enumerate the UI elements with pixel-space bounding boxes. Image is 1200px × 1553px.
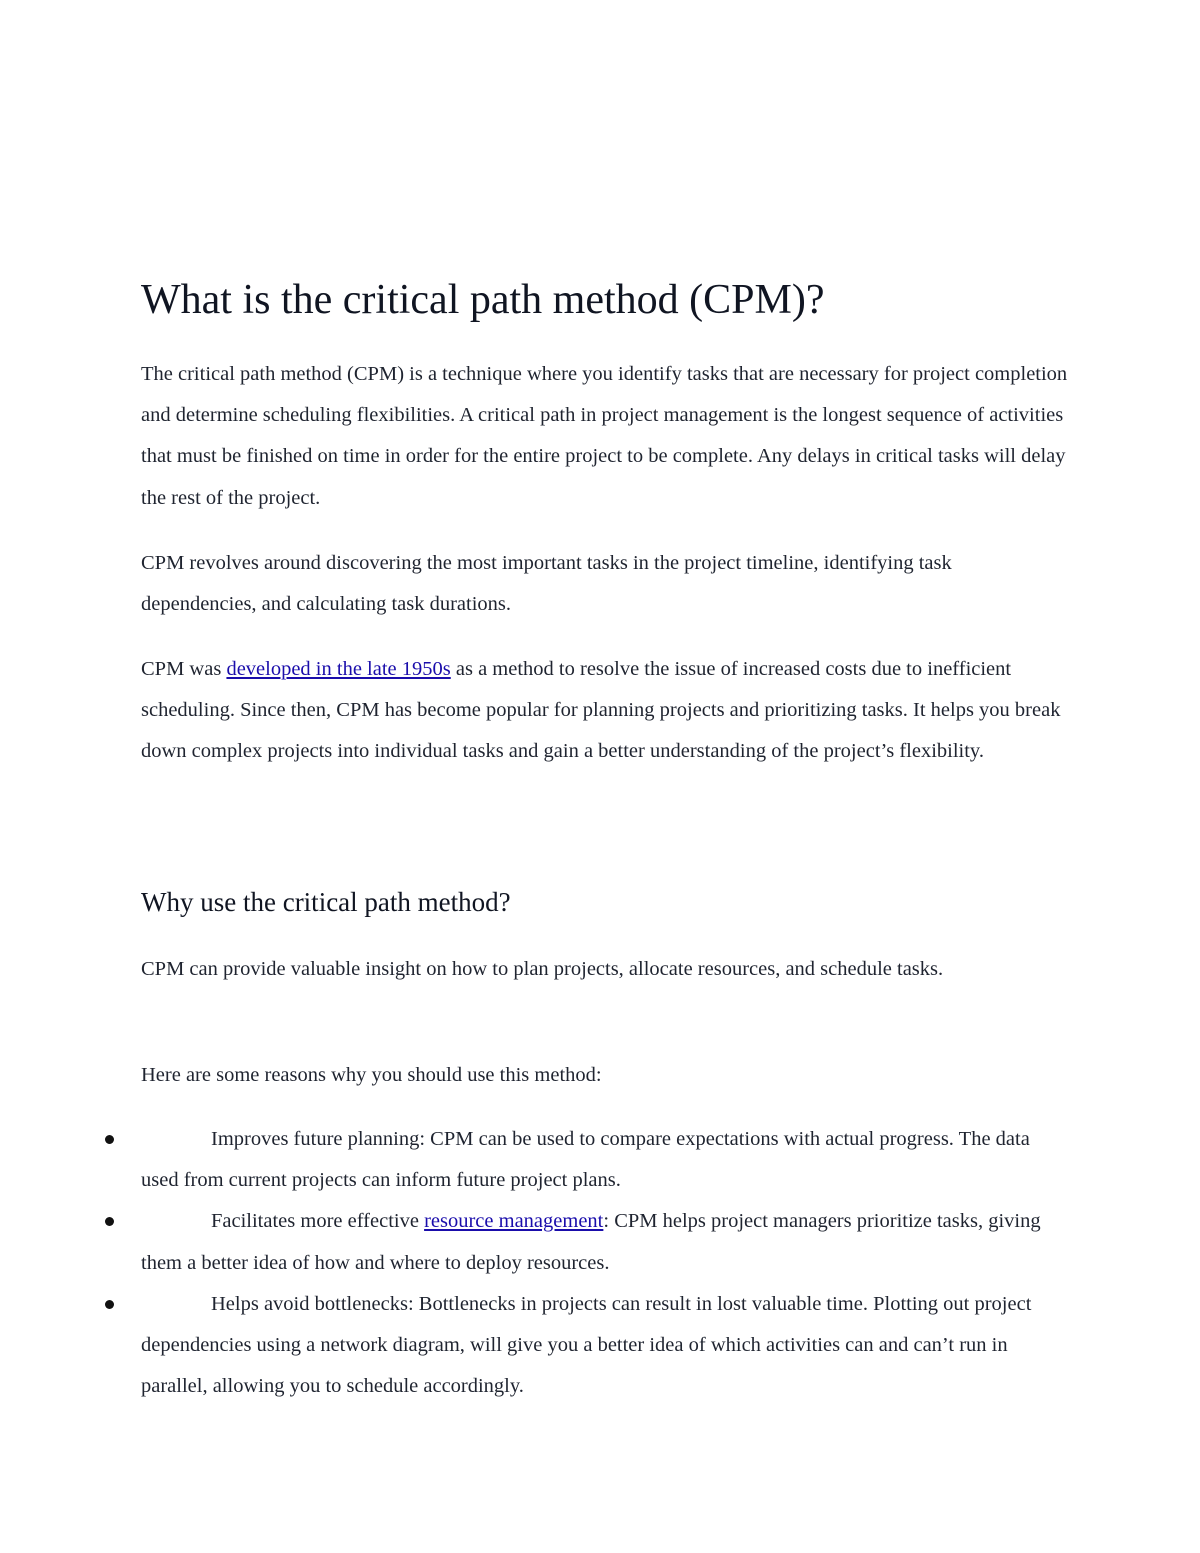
reason-text-after: : CPM helps project managers prioritize tasks, giving them a better idea of how and where to deploy resources. xyxy=(141,1210,1041,1274)
section-heading: Why use the critical path method? xyxy=(141,887,511,917)
reasons-list xyxy=(141,1119,1071,1407)
list-item xyxy=(141,1201,1071,1283)
resource-management-link[interactable]: resource management xyxy=(424,1210,604,1233)
insight-paragraph: CPM can provide valuable insight on how to plan projects, allocate resources, and schedule tasks. xyxy=(141,958,944,980)
reason-text: Improves future planning: CPM can be used to compare expectations with actual progress. The data used from current projects can inform future project plans. xyxy=(141,1128,1030,1192)
page-title: What is the critical path method (CPM)? xyxy=(141,277,825,323)
document-content xyxy=(141,270,1071,1398)
history-text-before: CPM was xyxy=(141,658,227,680)
reason-text-before: Facilitates more effective xyxy=(211,1210,425,1233)
list-item xyxy=(141,1284,1071,1408)
intro-paragraph: The critical path method (CPM) is a technique where you identify tasks that are necessary for project completion and determine scheduling flexibilities. A critical path in project management is the longest sequence of activities that must be finished on time in order for the entire project to be complete. Any delays in critical tasks will delay the rest of the project. xyxy=(141,363,1068,509)
bullet-icon xyxy=(105,1300,114,1309)
list-item xyxy=(141,1119,1071,1201)
reason-text: Helps avoid bottlenecks: Bottlenecks in projects can result in lost valuable time. Plotting out project dependencies using a network diagram, will give you a better idea of which activities can and can’t run in parallel, allowing you to schedule accordingly. xyxy=(141,1292,1032,1398)
history-text-after: as a method to resolve the issue of increased costs due to inefficient scheduling. Since then, CPM has become popular for planning projects and prioritizing tasks. It helps you break down complex projects into individual tasks and gain a better understanding of the project’s flexibility. xyxy=(141,658,1061,763)
bullet-icon xyxy=(105,1217,114,1226)
bullet-icon xyxy=(105,1135,114,1144)
developed-late-1950s-link[interactable]: developed in the late 1950s xyxy=(226,658,451,680)
revolves-paragraph: CPM revolves around discovering the most important tasks in the project timeline, identifying task dependencies, and calculating task durations. xyxy=(141,552,952,616)
history-paragraph xyxy=(141,649,1071,773)
reasons-lead-paragraph: Here are some reasons why you should use this method: xyxy=(141,1064,602,1086)
